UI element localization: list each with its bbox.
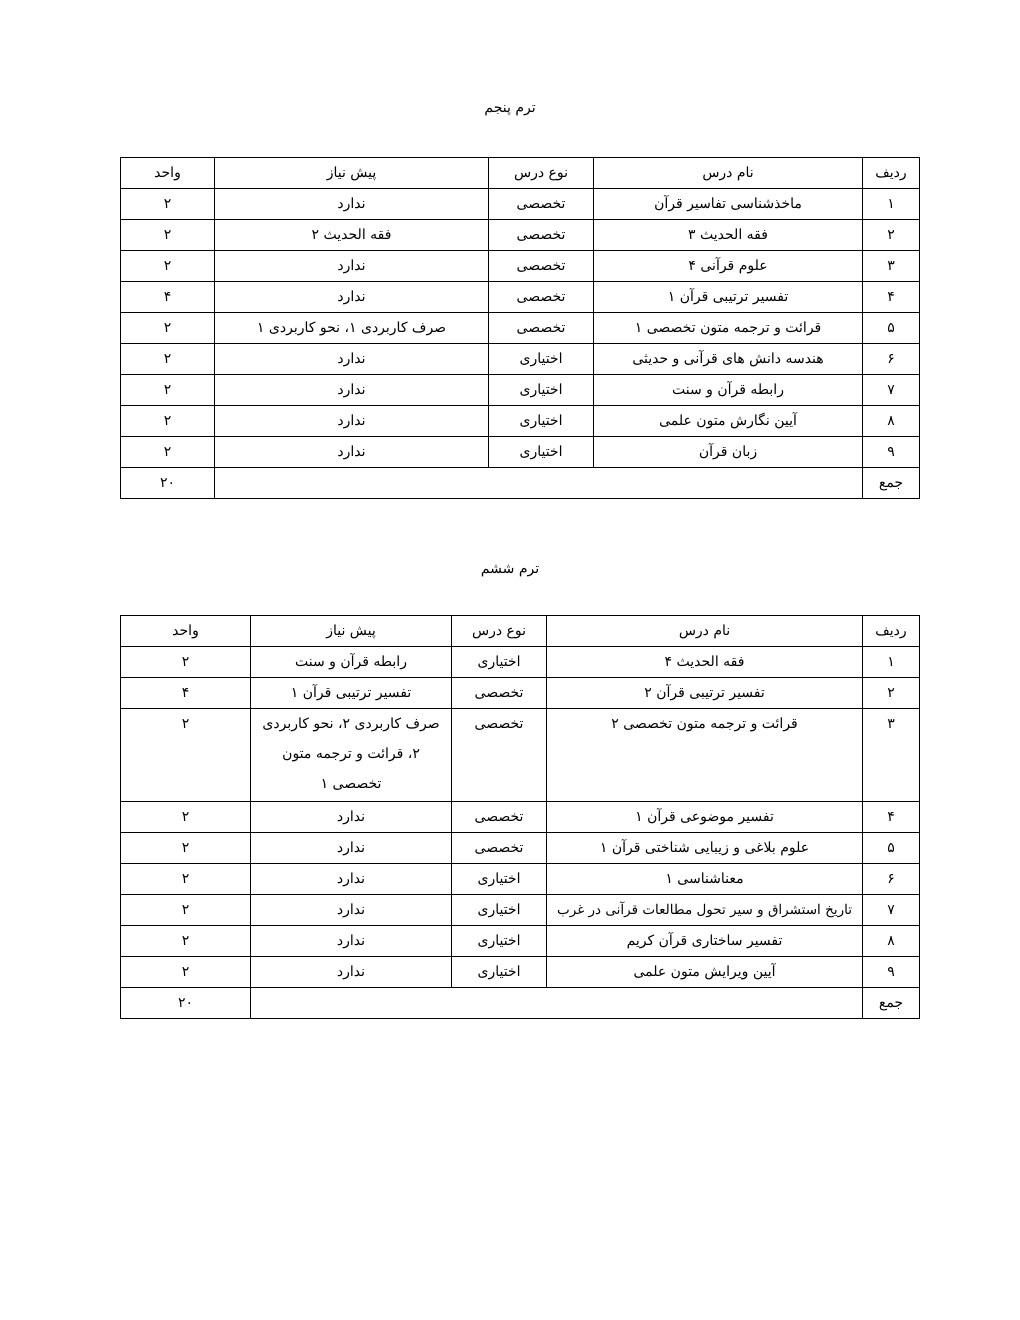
course-type: تخصصی [452, 802, 547, 833]
header-units: واحد [121, 158, 215, 189]
table-row [121, 437, 920, 468]
course-name: معناشناسی ۱ [547, 864, 863, 895]
header-prerequisite: پیش نیاز [251, 616, 452, 647]
course-name: تفسیر ترتیبی قرآن ۲ [547, 678, 863, 709]
units: ۲ [121, 833, 251, 864]
units: ۲ [121, 437, 215, 468]
course-name: آیین نگارش متون علمی [594, 406, 863, 437]
prerequisite: ندارد [215, 406, 489, 437]
units: ۲ [121, 895, 251, 926]
prerequisite: ندارد [215, 437, 489, 468]
header-course-name: نام درس [594, 158, 863, 189]
row-number: ۸ [863, 406, 920, 437]
header-prerequisite: پیش نیاز [215, 158, 489, 189]
table-row [121, 406, 920, 437]
prerequisite: فقه الحدیث ۲ [215, 220, 489, 251]
prerequisite: رابطه قرآن و سنت [251, 647, 452, 678]
units: ۲ [121, 189, 215, 220]
units: ۲ [121, 220, 215, 251]
row-number: ۹ [863, 437, 920, 468]
course-type: تخصصی [452, 709, 547, 802]
course-type: تخصصی [489, 189, 594, 220]
header-row-number: ردیف [863, 616, 920, 647]
units: ۲ [121, 957, 251, 988]
units: ۲ [121, 864, 251, 895]
prerequisite: ندارد [251, 833, 452, 864]
semester6-table [120, 615, 920, 1019]
table-row [121, 864, 920, 895]
table-row [121, 375, 920, 406]
prerequisite: ندارد [215, 282, 489, 313]
course-type: اختیاری [489, 406, 594, 437]
course-name: رابطه قرآن و سنت [594, 375, 863, 406]
units: ۲ [121, 313, 215, 344]
course-type: اختیاری [452, 647, 547, 678]
header-course-type: نوع درس [489, 158, 594, 189]
course-name: قرائت و ترجمه متون تخصصی ۱ [594, 313, 863, 344]
prerequisite: ندارد [215, 375, 489, 406]
row-number: ۵ [863, 833, 920, 864]
header-course-type: نوع درس [452, 616, 547, 647]
units: ۲ [121, 375, 215, 406]
total-units: ۲۰ [121, 468, 215, 499]
course-name: تفسیر موضوعی قرآن ۱ [547, 802, 863, 833]
course-type: اختیاری [452, 926, 547, 957]
course-type: اختیاری [489, 375, 594, 406]
table-header-row [121, 158, 920, 189]
prerequisite: ندارد [215, 189, 489, 220]
course-name: هندسه دانش های قرآنی و حدیثی [594, 344, 863, 375]
header-units: واحد [121, 616, 251, 647]
row-number: ۱ [863, 189, 920, 220]
row-number: ۴ [863, 282, 920, 313]
course-type: اختیاری [452, 895, 547, 926]
row-number: ۷ [863, 375, 920, 406]
course-type: اختیاری [489, 344, 594, 375]
course-type: تخصصی [489, 220, 594, 251]
units: ۲ [121, 344, 215, 375]
prerequisite: ندارد [251, 802, 452, 833]
prerequisite: ندارد [251, 864, 452, 895]
prerequisite: ندارد [251, 926, 452, 957]
units: ۲ [121, 251, 215, 282]
prerequisite: ندارد [251, 957, 452, 988]
course-type: تخصصی [489, 251, 594, 282]
table-row [121, 647, 920, 678]
table-row [121, 189, 920, 220]
course-type: تخصصی [489, 282, 594, 313]
course-name: تفسیر ترتیبی قرآن ۱ [594, 282, 863, 313]
total-spacer [251, 988, 863, 1019]
units: ۲ [121, 709, 251, 802]
total-row [121, 988, 920, 1019]
course-name: زبان قرآن [594, 437, 863, 468]
semester5-title: ترم پنجم [484, 100, 536, 116]
prerequisite: ندارد [215, 344, 489, 375]
prerequisite: صرف کاربردی ۱، نحو کاربردی ۱ [215, 313, 489, 344]
table-row [121, 678, 920, 709]
table-row [121, 282, 920, 313]
table-header-row [121, 616, 920, 647]
total-label: جمع [863, 468, 920, 499]
total-label: جمع [863, 988, 920, 1019]
row-number: ۲ [863, 678, 920, 709]
row-number: ۲ [863, 220, 920, 251]
semester6-title: ترم ششم [480, 561, 540, 577]
row-number: ۵ [863, 313, 920, 344]
course-name: فقه الحدیث ۴ [547, 647, 863, 678]
row-number: ۳ [863, 251, 920, 282]
course-name: قرائت و ترجمه متون تخصصی ۲ [547, 709, 863, 802]
header-course-name: نام درس [547, 616, 863, 647]
row-number: ۹ [863, 957, 920, 988]
table-row [121, 833, 920, 864]
units: ۴ [121, 282, 215, 313]
table-row [121, 220, 920, 251]
semester5-table [120, 157, 920, 499]
course-type: تخصصی [452, 833, 547, 864]
prerequisite: تفسیر ترتیبی قرآن ۱ [251, 678, 452, 709]
course-name: آیین ویرایش متون علمی [547, 957, 863, 988]
units: ۲ [121, 802, 251, 833]
header-row-number: ردیف [863, 158, 920, 189]
table-row [121, 802, 920, 833]
row-number: ۴ [863, 802, 920, 833]
table-row [121, 926, 920, 957]
table-row [121, 957, 920, 988]
table-row [121, 709, 920, 802]
table-row [121, 895, 920, 926]
course-type: اختیاری [452, 864, 547, 895]
course-type: اختیاری [452, 957, 547, 988]
row-number: ۶ [863, 864, 920, 895]
total-units: ۲۰ [121, 988, 251, 1019]
course-name: تاریخ استشراق و سیر تحول مطالعات قرآنی در غرب [547, 895, 863, 926]
row-number: ۷ [863, 895, 920, 926]
prerequisite: صرف کاربردی ۲، نحو کاربردی ۲، قرائت و ترجمه متون تخصصی ۱ [251, 709, 452, 802]
table-row [121, 251, 920, 282]
units: ۴ [121, 678, 251, 709]
course-type: تخصصی [452, 678, 547, 709]
prerequisite: ندارد [215, 251, 489, 282]
row-number: ۶ [863, 344, 920, 375]
prerequisite: ندارد [251, 895, 452, 926]
units: ۲ [121, 406, 215, 437]
course-name: تفسیر ساختاری قرآن کریم [547, 926, 863, 957]
row-number: ۱ [863, 647, 920, 678]
course-name: ماخذشناسی تفاسیر قرآن [594, 189, 863, 220]
row-number: ۸ [863, 926, 920, 957]
units: ۲ [121, 647, 251, 678]
row-number: ۳ [863, 709, 920, 802]
course-type: اختیاری [489, 437, 594, 468]
course-name: علوم قرآنی ۴ [594, 251, 863, 282]
course-type: تخصصی [489, 313, 594, 344]
course-name: علوم بلاغی و زیبایی شناختی قرآن ۱ [547, 833, 863, 864]
units: ۲ [121, 926, 251, 957]
total-row [121, 468, 920, 499]
course-name: فقه الحدیث ۳ [594, 220, 863, 251]
table-row [121, 313, 920, 344]
total-spacer [215, 468, 863, 499]
table-row [121, 344, 920, 375]
